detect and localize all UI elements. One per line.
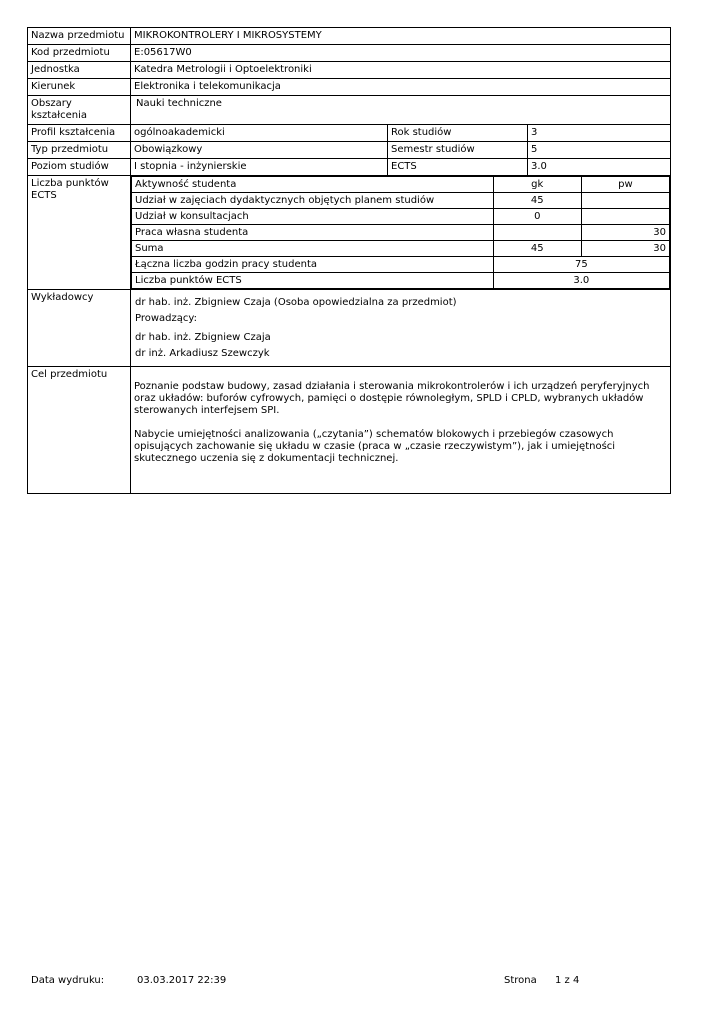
label-nazwa: Nazwa przedmiotu bbox=[28, 28, 131, 45]
label-ects: ECTS bbox=[388, 159, 528, 176]
ects-header-pw: pw bbox=[581, 177, 669, 193]
ects-pw bbox=[581, 193, 669, 209]
lecturer-responsible: dr hab. inż. Zbigniew Czaja (Osoba opowiedzialna za przedmiot) bbox=[135, 297, 457, 308]
goal-paragraph-1: Poznanie podstaw budowy, zasad działania i sterowania mikrokontrolerów i ich urządzeń peryferyjnych oraz układów: buforów cyfrowych, pamięci o dostępie równoległym, SPLD i CPLD, wybranych układów sterowanych interfejsem SPI. bbox=[134, 381, 650, 416]
course-card bbox=[27, 27, 670, 494]
row-profil bbox=[28, 125, 671, 142]
ects-pw bbox=[581, 209, 669, 225]
ects-gk bbox=[493, 225, 581, 241]
table-row bbox=[132, 241, 670, 257]
row-poziom bbox=[28, 159, 671, 176]
row-kod bbox=[28, 45, 671, 62]
ects-activity: Udział w zajęciach dydaktycznych objętych planem studiów bbox=[132, 193, 494, 209]
table-row bbox=[132, 193, 670, 209]
value-kod: E:05617W0 bbox=[131, 45, 671, 62]
lecturer-name: dr hab. inż. Zbigniew Czaja bbox=[135, 332, 271, 343]
label-obszary: Obszary kształcenia bbox=[28, 96, 131, 125]
label-typ: Typ przedmiotu bbox=[28, 142, 131, 159]
ects-total-row bbox=[132, 257, 670, 273]
table-row bbox=[132, 225, 670, 241]
label-ects-points: Liczba punktów ECTS bbox=[28, 176, 131, 290]
ects-activity: Suma bbox=[132, 241, 494, 257]
ects-points-row bbox=[132, 273, 670, 289]
lecturer-name: dr inż. Arkadiusz Szewczyk bbox=[135, 348, 270, 359]
print-date-label: Data wydruku: bbox=[31, 975, 105, 986]
label-kierunek: Kierunek bbox=[28, 79, 131, 96]
label-jednostka: Jednostka bbox=[28, 62, 131, 79]
print-date: 03.03.2017 22:39 bbox=[137, 975, 227, 986]
value-poziom: I stopnia - inżynierskie bbox=[131, 159, 388, 176]
row-ects bbox=[28, 176, 671, 290]
ects-total-label: Łączna liczba godzin pracy studenta bbox=[132, 257, 494, 273]
ects-header-gk: gk bbox=[493, 177, 581, 193]
leading-label: Prowadzący: bbox=[135, 313, 197, 324]
goal-paragraph-2: Nabycie umiejętności analizowania („czytania”) schematów blokowych i przebiegów czasowych opisujących zachowanie się układu w czasie (praca w „czasie rzeczywistym”), jak i umiejętności skutecznego uczenia się z dokumentacji technicznej. bbox=[134, 429, 616, 464]
lecturers-section bbox=[131, 290, 671, 367]
ects-activity: Praca własna studenta bbox=[132, 225, 494, 241]
ects-header-row bbox=[132, 177, 670, 193]
value-nazwa: MIKROKONTROLERY I MIKROSYSTEMY bbox=[131, 28, 671, 45]
ects-points-value: 3.0 bbox=[493, 273, 669, 289]
table-row bbox=[132, 209, 670, 225]
ects-gk: 45 bbox=[493, 241, 581, 257]
ects-table bbox=[131, 176, 670, 289]
label-rok: Rok studiów bbox=[388, 125, 528, 142]
label-cel: Cel przedmiotu bbox=[28, 367, 131, 494]
ects-total-value: 75 bbox=[493, 257, 669, 273]
value-ects: 3.0 bbox=[528, 159, 671, 176]
ects-header-activity: Aktywność studenta bbox=[132, 177, 494, 193]
ects-points-label: Liczba punktów ECTS bbox=[132, 273, 494, 289]
ects-pw: 30 bbox=[581, 241, 669, 257]
value-kierunek: Elektronika i telekomunikacja bbox=[131, 79, 671, 96]
row-wykladowcy bbox=[28, 290, 671, 367]
label-poziom: Poziom studiów bbox=[28, 159, 131, 176]
value-typ: Obowiązkowy bbox=[131, 142, 388, 159]
row-cel bbox=[28, 367, 671, 494]
row-kierunek bbox=[28, 79, 671, 96]
row-nazwa bbox=[28, 28, 671, 45]
value-jednostka: Katedra Metrologii i Optoelektroniki bbox=[131, 62, 671, 79]
ects-gk: 45 bbox=[493, 193, 581, 209]
course-table bbox=[27, 27, 671, 494]
row-jednostka bbox=[28, 62, 671, 79]
page-info: 1 z 4 bbox=[555, 975, 580, 986]
ects-gk: 0 bbox=[493, 209, 581, 225]
page-label: Strona bbox=[504, 975, 537, 986]
goal-section bbox=[131, 367, 671, 494]
label-kod: Kod przedmiotu bbox=[28, 45, 131, 62]
label-profil: Profil kształcenia bbox=[28, 125, 131, 142]
ects-activity: Udział w konsultacjach bbox=[132, 209, 494, 225]
ects-pw: 30 bbox=[581, 225, 669, 241]
value-rok: 3 bbox=[528, 125, 671, 142]
row-typ bbox=[28, 142, 671, 159]
value-obszary: Nauki techniczne bbox=[131, 96, 671, 125]
label-semestr: Semestr studiów bbox=[388, 142, 528, 159]
row-obszary bbox=[28, 96, 671, 125]
label-wykladowcy: Wykładowcy bbox=[28, 290, 131, 367]
ects-section bbox=[131, 176, 671, 290]
value-semestr: 5 bbox=[528, 142, 671, 159]
value-profil: ogólnoakademicki bbox=[131, 125, 388, 142]
